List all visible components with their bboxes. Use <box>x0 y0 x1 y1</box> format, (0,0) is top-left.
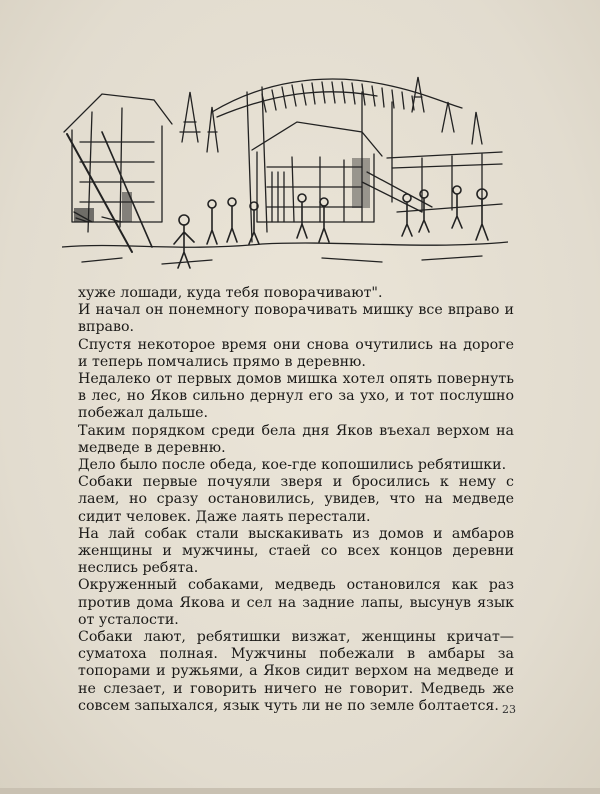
paragraph: Дело было после обеда, кое-где копошились ребятишки. <box>78 457 507 474</box>
paragraph: Недалеко от первых домов мишка хотел опять повернуть в лес, но Яков сильно дернул его за ухо, и тот послушно побежал дальше. <box>78 371 514 422</box>
paragraph: Окруженный собаками, медведь остановился как раз против дома Якова и сел на задние лапы, высунув язык от усталости. <box>78 577 514 628</box>
paragraph: Спустя некоторое время они снова очутились на дороге и теперь помчались прямо в деревню. <box>78 336 514 370</box>
main-text <box>78 285 514 715</box>
paragraph: И начал он понемногу поворачивать мишку все вправо и вправо. <box>78 302 514 336</box>
page-number: 23 <box>502 703 516 716</box>
paragraph: На лай собак стали выскакивать из домов и амбаров женщины и мужчины, стаей со всех концов деревни неслись ребята. <box>78 525 514 577</box>
village-illustration <box>62 72 508 282</box>
paragraph: Собаки первые почуяли зверя и бросились к нему с лаем, но сразу остановились, увидев, что на медведе сидит человек. Даже лаять перестали. <box>78 474 514 525</box>
paragraph: Собаки лают, ребятишки визжат, женщины кричат—суматоха полная. Мужчины побежали в амбары за топорами и ружьями, а Яков сидит верхом на медведе и не слезает, и говорить ничего не говорит. Медведь же совсем запыхался, язык чуть ли не по земле болтается. <box>78 629 514 714</box>
paragraph: Таким порядком среди бела дня Яков въехал верхом на медведе в деревню. <box>78 422 514 456</box>
village-scene-icon <box>62 72 508 282</box>
paragraph: хуже лошади, куда тебя поворачивают". <box>78 285 383 301</box>
page-bottom-edge <box>0 788 600 794</box>
